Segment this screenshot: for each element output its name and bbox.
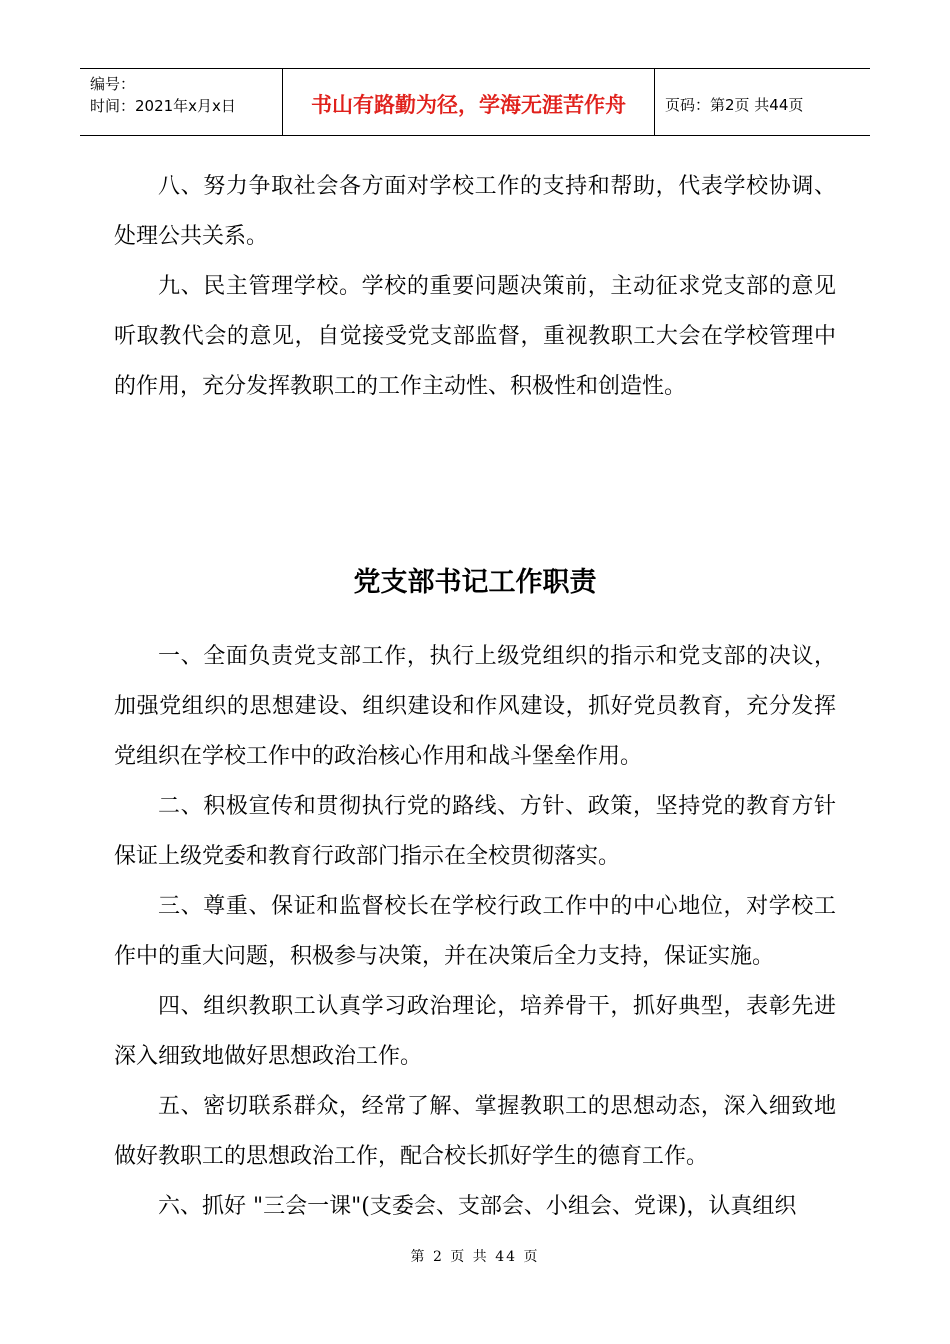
duty-paragraph: 一、全面负责党支部工作，执行上级党组织的指示和党支部的决议，加强党组织的思想建设、组织建设和作风建设，抓好党员教育，充分发挥党组织在学校工作中的政治核心作用和战斗堡垒作用。 [114, 644, 836, 769]
header-meta [80, 69, 282, 135]
duty-paragraph: 六、抓好 "三会一课"(支委会、支部会、小组会、党课)，认真组织 [158, 1194, 797, 1219]
duty-paragraph: 四、组织教职工认真学习政治理论，培养骨干，抓好典型，表彰先进深入细致地做好思想政治工作。 [114, 994, 836, 1069]
document-time: 时间：2021年x月x日 [90, 97, 236, 115]
header-page-info: 页码：第2页 共44页 [665, 95, 804, 114]
document-number: 编号： [90, 75, 136, 93]
duties-section [114, 632, 836, 1232]
duty-paragraph: 二、积极宣传和贯彻执行党的路线、方针、政策，坚持党的教育方针保证上级党委和教育行政部门指示在全校贯彻落实。 [114, 794, 836, 869]
duty-paragraph: 五、密切联系群众，经常了解、掌握教职工的思想动态，深入细致地做好教职工的思想政治工作，配合校长抓好学生的德育工作。 [114, 1094, 836, 1169]
duty-paragraph: 三、尊重、保证和监督校长在学校行政工作中的中心地位，对学校工作中的重大问题，积极参与决策，并在决策后全力支持，保证实施。 [114, 894, 836, 969]
section-title: 党支部书记工作职责 [353, 567, 597, 598]
header-motto: 书山有路勤为径，学海无涯苦作舟 [282, 69, 655, 135]
page-footer: 第 2 页 共 44 页 [410, 1249, 540, 1265]
paragraph: 八、努力争取社会各方面对学校工作的支持和帮助，代表学校协调、处理公共关系。 [114, 174, 836, 249]
intro-section [114, 162, 836, 412]
page-header [80, 68, 870, 136]
paragraph: 九、民主管理学校。学校的重要问题决策前，主动征求党支部的意见听取教代会的意见，自觉接受党支部监督，重视教职工大会在学校管理中的作用，充分发挥教职工的工作主动性、积极性和创造性。 [114, 274, 836, 399]
